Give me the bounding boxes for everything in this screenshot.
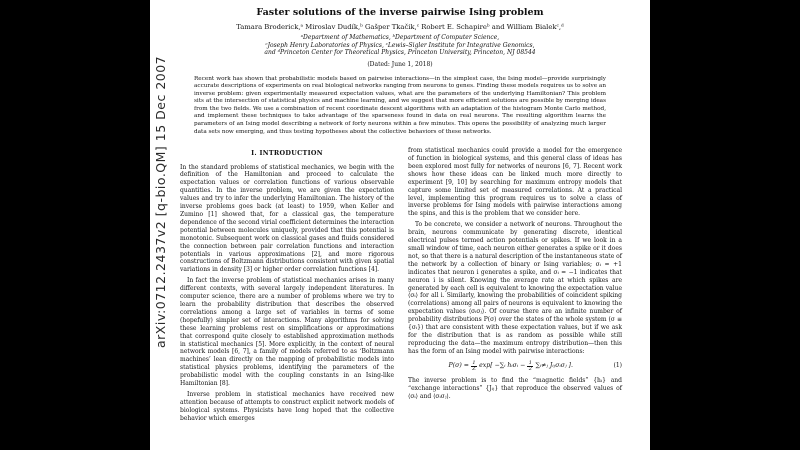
two-column-body	[180, 147, 622, 425]
right-column	[408, 147, 622, 425]
date-line: (Dated: June 1, 2018)	[367, 60, 433, 68]
abstract-text: Recent work has shown that probabilistic models based on pairwise interactions—in the simplest case, the Ising model—provide surprisingly accurate descriptions of experiments on real biological networks ranging from neurons to genes. Finding these models requires us to solve an inverse problem: given experimentally measured expectation values, what are the parameters of the underlying Hamiltonian? This problem sits at the intersection of statistical physics and machine learning, and we suggest that more efficient solutions are possible by merging ideas from the two fields. We use a combination of recent coordinate descent algorithms with an adaptation of the histogram Monte Carlo method, and implement these techniques to take advantage of the sparseness found in data on real neurons. The resulting algorithm learns the parameters of an Ising model describing a network of forty neurons within a few minutes. This opens the possibility of analyzing much larger data sets now emerging, and thus testing hypotheses about the collective behaviors of these networks.	[194, 75, 606, 135]
arxiv-watermark: arXiv:0712.2437v2 [q-bio.QM] 15 Dec 2007	[153, 55, 168, 348]
equation-middle-2: ∑ᵢ≠ⱼ Jᵢⱼσᵢσⱼ ].	[535, 362, 573, 370]
equation-1-row	[408, 361, 622, 373]
equation-1	[408, 361, 614, 373]
paper-title: Faster solutions of the inverse pairwise Ising problem	[256, 7, 544, 18]
left-column	[180, 147, 394, 425]
authors-line: Tamara Broderick,ᵃ Miroslav Dudík,ᵇ Gašper Tkačik,ᶜ Robert E. Schapireᵇ and William Bialekᶜ,ᵈ	[236, 23, 564, 31]
intro-paragraph-2: In fact the inverse problem of statistical mechanics arises in many different contexts, with several largely independent literatures. In computer science, there are a number of problems where we try to learn the probability distribution that describes the observed correlations among a large set of variables in terms of some (hopefully) simpler set of interactions. Many algorithms for solving these learning problems rest on simplifications or approximations that correspond quite closely to established approximation methods in statistical mechanics [5]. More explicitly, in the context of neural network models [6, 7], a family of models referred to as ‘Boltzmann machines’ lean directly on the mapping of probabilistic models into statistical physics problems, identifying the parameters of the probabilistic model with the coupling constants in an Ising-like Hamiltonian [8].	[180, 277, 394, 388]
equation-lhs: P(σ) =	[448, 362, 469, 370]
right-paragraph-1: from statistical mechanics could provide a model for the emergence of function in biological systems, and this general class of ideas has been explored most fully for networks of neurons [6, 7]. Recent work shows how these ideas can be linked much more directly to experiment [9, 10] by searching for maximum entropy models that capture some limited set of measured correlations. At a practical level, implementing this program requires us to solve a class of inverse problems for Ising models with pairwise interactions among the spins, and this is the problem that we consider here.	[408, 147, 622, 218]
intro-paragraph-1: In the standard problems of statistical mechanics, we begin with the definition of the Hamiltonian and proceed to calculate the expectation values or correlation functions of various observable quantities. In the inverse problem, we are given the expectation values and try to infer the underlying Hamiltonian. The history of the inverse problems goes back (at least) to 1959, when Keller and Zumino [1] showed that, for a classical gas, the temperature dependence of the second virial coefficient determines the interaction potential between molecules uniquely, provided that this potential is monotonic. Subsequent work on classical gases and fluids considered the connection between pair correlation functions and interaction potentials in various approximations [2], and more rigorous constructions of Boltzmann distributions consistent with given spatial variations in density [3] or higher order correlation functions [4].	[180, 163, 394, 274]
intro-paragraph-3: Inverse problem in statistical mechanics have received new attention because of attempts to construct explicit network models of biological systems. Physicists have long hoped that the collective behavior which emerges	[180, 390, 394, 422]
equation-middle-1: exp[ −∑ᵢ hᵢσᵢ −	[479, 362, 526, 370]
affiliations-block	[150, 34, 650, 57]
paper-page	[150, 0, 650, 450]
affiliation-line-1: ᵃDepartment of Mathematics, ᵇDepartment of Computer Science,	[300, 34, 500, 41]
affiliation-line-2: ᶜJoseph Henry Laboratories of Physics, ᶜLewis–Sigler Institute for Integrative Genomics,	[265, 41, 535, 49]
fraction-one-over-z: $\frac{1}{Z}$	[472, 359, 476, 372]
section-heading-introduction: I. INTRODUCTION	[251, 149, 323, 158]
right-paragraph-2: To be concrete, we consider a network of neurons. Throughout the brain, neurons communicate by generating discrete, identical electrical pulses termed action potentials or spikes. If we look in a small window of time, each neuron either generates a spike or it does not, so that there is a natural description of the instantaneous state of the network by a collection of binary or Ising variables; σᵢ = +1 indicates that neuron i generates a spike, and σᵢ = −1 indicates that neuron i is silent. Knowing the average rate at which spikes are generated by each cell is equivalent to knowing the expectation value ⟨σᵢ⟩ for all i. Similarly, knowing the probabilities of coincident spiking (correlations) among all pairs of neurons is equivalent to knowing the expectation values ⟨σᵢσⱼ⟩. Of course there are an infinite number of probability distributions P(σ) over the states of the whole system (σ ≡ {σᵢ}) that are consistent with these expectation values, but if we ask for the distribution that is as random as possible while still reproducing the data—the maximum entropy distribution—then this has the form of an Ising model with pairwise interactions:	[408, 221, 622, 355]
equation-number: (1)	[613, 362, 622, 370]
affiliation-line-3: and ᵈPrinceton Center for Theoretical Physics, Princeton University, Princeton, NJ 08544	[264, 49, 536, 56]
fraction-one-half: $\frac{1}{2}$	[528, 359, 532, 372]
right-paragraph-3: The inverse problem is to find the “magnetic fields” {hᵢ} and “exchange interactions” {Jᵢⱼ} that reproduce the observed values of ⟨σᵢ⟩ and ⟨σᵢσⱼ⟩.	[408, 377, 622, 400]
